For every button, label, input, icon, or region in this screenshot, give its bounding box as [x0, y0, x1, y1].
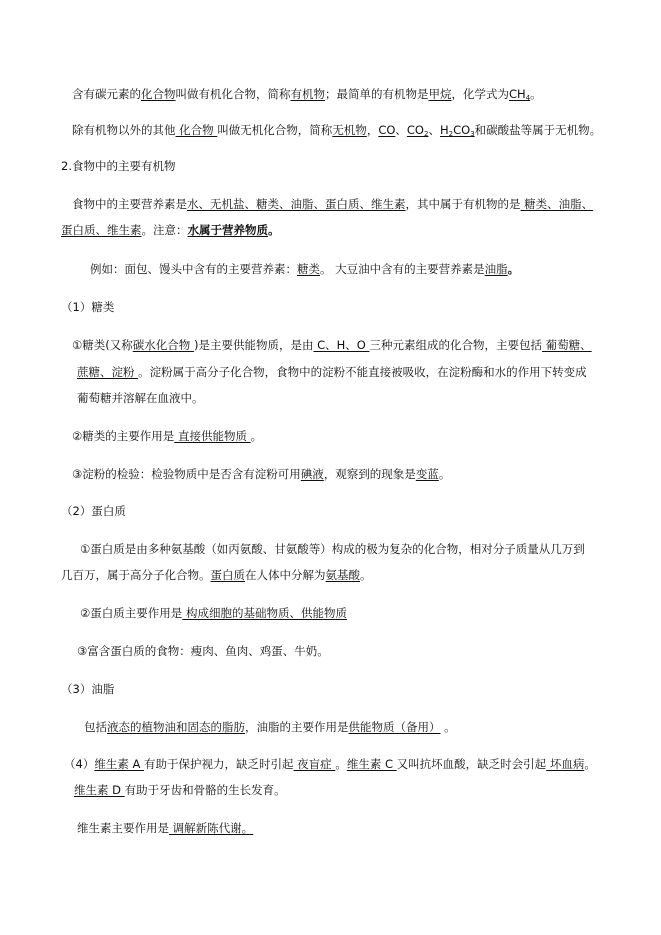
formula-text: CO	[453, 123, 471, 137]
answer-blank: 蛋白质	[210, 568, 245, 582]
para-protein-1-cont	[61, 567, 372, 583]
text: ，其中属于有机物的是	[405, 197, 521, 211]
text: 叫做有机化合物，简称	[175, 87, 291, 101]
text: ②糖类的主要作用是	[72, 429, 175, 443]
subsection-oil: （3）油脂	[61, 682, 115, 696]
answer-blank: 碘液	[300, 467, 324, 481]
para-protein-3: ③富含蛋白质的食物：瘦肉、鱼肉、鸡蛋、牛奶。	[77, 644, 329, 658]
section-heading: 2.食物中的主要有机物	[61, 159, 176, 173]
text: 。	[507, 262, 520, 276]
answer-blank: 维生素 A	[94, 757, 145, 771]
text: )是主要供能物质，是由	[193, 338, 314, 352]
answer-blank: 化合物	[141, 87, 176, 101]
text: 。	[584, 757, 596, 771]
answer-blank-formula	[509, 87, 530, 101]
text: 。	[440, 720, 456, 734]
text: ；最简单的有机物是	[325, 87, 429, 101]
para-sugar-2	[72, 428, 262, 444]
answer-blank: 甲烷	[428, 87, 452, 101]
text: 叫做无机化合物，简称	[217, 123, 333, 137]
para-protein-2	[80, 605, 347, 621]
text: ①糖类(又称	[72, 338, 133, 352]
text: 。	[360, 568, 372, 582]
emphasis: 水属于营养物质	[187, 223, 268, 237]
text: 维生素主要作用是	[77, 821, 169, 835]
text: 。	[335, 757, 347, 771]
answer-blank: 油脂	[484, 262, 508, 276]
para-oil	[84, 719, 456, 735]
answer-blank: 氨基酸	[325, 568, 360, 582]
para-organic-definition	[72, 86, 542, 106]
answer-blank: 直接供能物质	[174, 429, 251, 443]
subsection-protein: （2）蛋白质	[61, 504, 126, 518]
answer-blank: 葡萄糖、	[542, 338, 592, 352]
subsection-sugar: （1）糖类	[61, 300, 115, 314]
para-example	[90, 261, 519, 277]
formula-text: CO	[406, 123, 424, 137]
answer-blank: 碳水化合物	[132, 338, 194, 352]
subscript: 2	[424, 130, 429, 138]
text: 。	[241, 821, 254, 835]
para-vitamins	[64, 756, 596, 772]
para-sugar-3	[72, 466, 450, 482]
text: 。	[250, 429, 263, 443]
para-sugar-1	[72, 337, 592, 353]
subscript: 2	[448, 130, 454, 138]
answer-blank: 坏血病	[546, 757, 585, 771]
text: 有助于保护视力，缺乏时引起	[144, 757, 294, 771]
answer-blank: 夜盲症	[293, 757, 336, 771]
text: ，观察到的现象是	[323, 467, 416, 481]
text: 、	[428, 123, 440, 137]
formula: CO	[378, 123, 396, 137]
text: 几百万，属于高分子化合物。	[61, 568, 211, 582]
text: 例如：面包、馒头中含有的主要营养素：	[90, 262, 297, 276]
text: 有助于牙齿和骨骼的生长发育。	[124, 783, 286, 797]
text: ②蛋白质主要作用是	[80, 606, 183, 620]
answer-blank: 蔗糖、淀粉	[77, 365, 139, 379]
text: ，	[366, 123, 379, 137]
answer-blank: 糖类、油脂、	[520, 197, 594, 211]
text: ，油脂的主要作用是	[245, 720, 349, 734]
text: 。	[438, 467, 451, 481]
answer-blank: 供能物质（备用）	[348, 720, 441, 734]
answer-blank: 维生素 C	[346, 757, 397, 771]
subscript: 3	[470, 130, 475, 138]
para-sugar-1-cont	[77, 364, 587, 380]
subscript: 4	[525, 94, 531, 102]
para-sugar-1-end: 葡萄糖并溶解在血液中。	[77, 391, 204, 405]
para-protein-1: ①蛋白质是由多种氨基酸（如丙氨酸、甘氨酸等）构成的极为复杂的化合物，相对分子质量从几万到	[80, 542, 585, 556]
text: 。注意：	[141, 223, 188, 237]
formula	[407, 123, 429, 137]
text: 在人体中分解为	[245, 568, 326, 582]
answer-blank: 变蓝	[415, 467, 439, 481]
text: 含有碳元素的	[72, 87, 141, 101]
answer-blank: 水、无机盐、糖类、油脂、蛋白质、维生素	[187, 197, 406, 211]
text: 。淀粉属于高分子化合物，食物中的淀粉不能直接被吸收，在淀粉酶和水的作用下转变成	[138, 365, 587, 379]
answer-blank: 维生素 D	[74, 783, 125, 797]
text: ，化学式为	[451, 87, 509, 101]
answer-blank: C、H、O	[313, 338, 370, 352]
para-inorganic-definition	[72, 122, 601, 142]
answer-blank: 有机物	[290, 87, 325, 101]
para-vitamins-cont	[74, 782, 286, 798]
answer-blank: 糖类	[297, 262, 320, 276]
formula-text: H	[439, 123, 449, 137]
text: 。	[530, 87, 542, 101]
text: 和碳酸盐等属于无机物。	[474, 123, 602, 137]
text: 三种元素组成的化合物，主要包括	[369, 338, 542, 352]
answer-blank: 构成细胞的基础物质、供能物质	[182, 606, 347, 620]
text: 。 大豆油中含有的主要营养素是	[320, 262, 485, 276]
answer-blank: 蛋白质、维生素	[61, 223, 142, 237]
para-nutrients	[72, 196, 593, 212]
text: ③淀粉的检验：检验物质中是否含有淀粉可用	[72, 467, 301, 481]
text: 又叫抗坏血酸，缺乏时会引起	[396, 757, 547, 771]
formula	[440, 123, 475, 137]
text: 。	[268, 223, 280, 237]
answer-blank: 调解新陈代谢	[169, 821, 242, 835]
text: 除有机物以外的其他	[72, 123, 176, 137]
answer-blank: 化合物	[175, 123, 218, 137]
para-nutrients-cont	[61, 222, 280, 238]
para-vitamin-role	[77, 820, 253, 836]
text: 包括	[84, 720, 107, 734]
formula: CH	[509, 87, 526, 101]
text: 、	[395, 123, 407, 137]
answer-blank: 无机物	[332, 123, 367, 137]
text: （4）	[64, 757, 95, 771]
answer-blank: 液态的植物油和固态的脂肪	[107, 720, 245, 734]
text: 食物中的主要营养素是	[72, 197, 187, 211]
